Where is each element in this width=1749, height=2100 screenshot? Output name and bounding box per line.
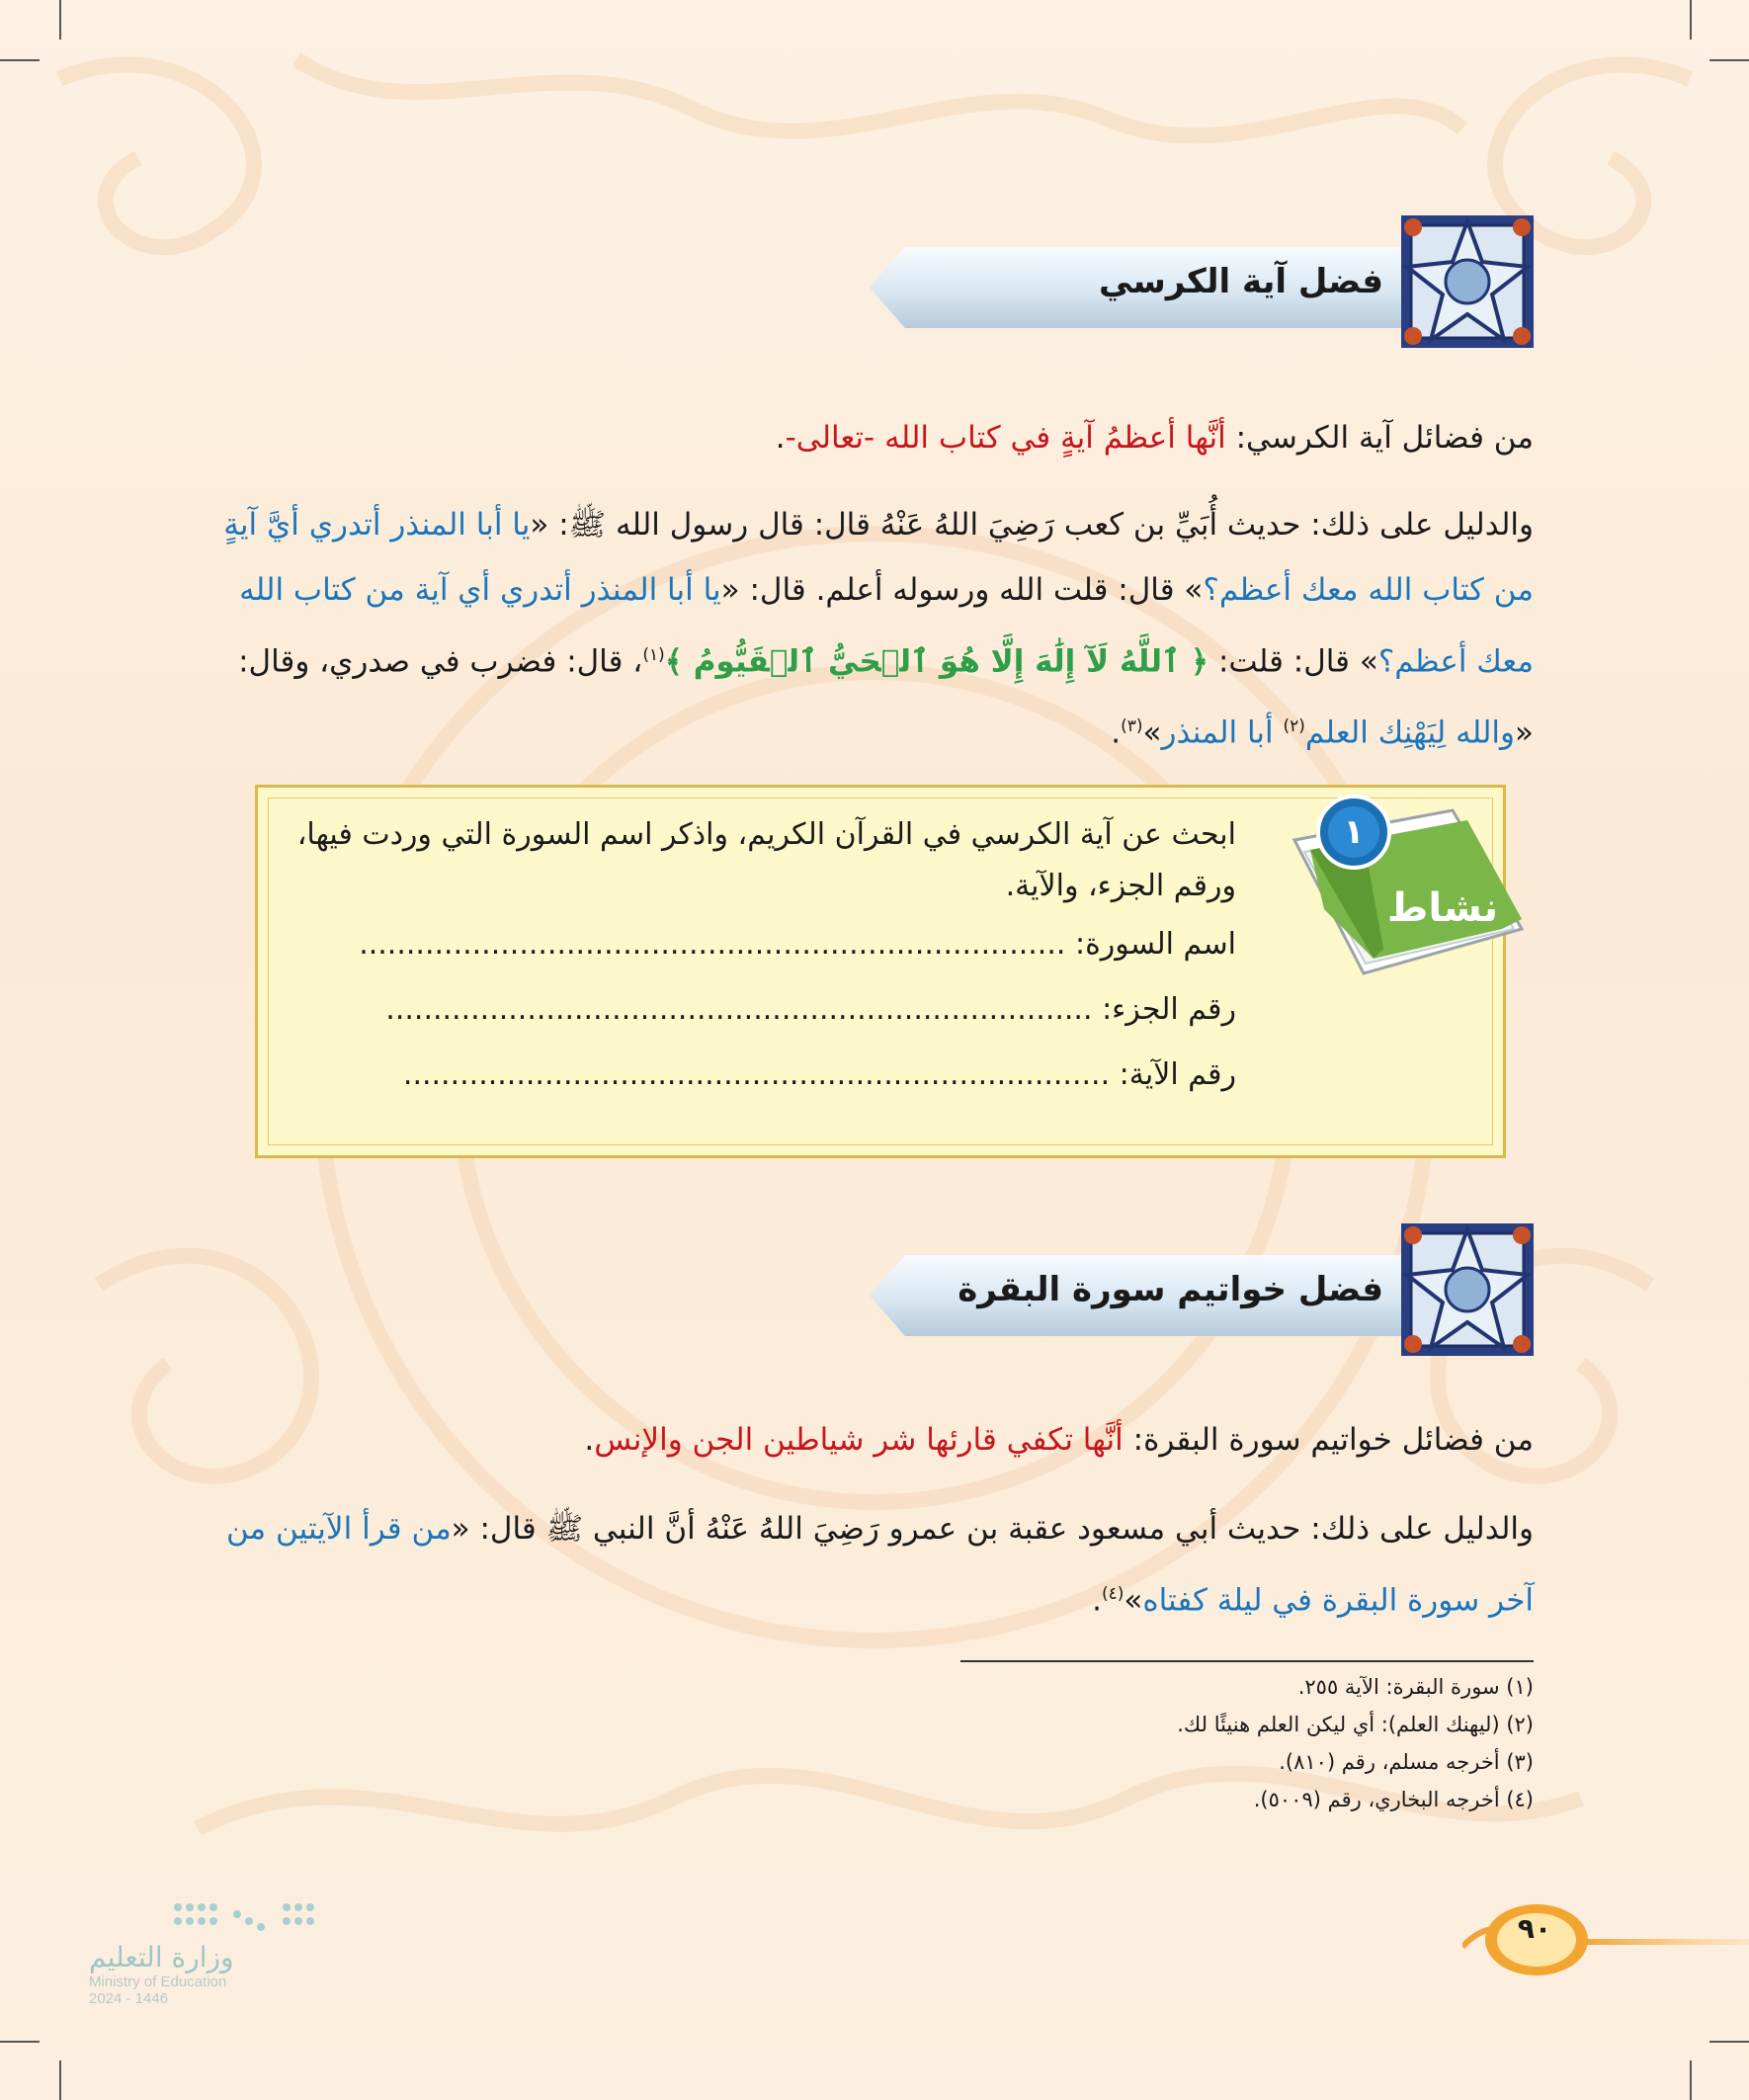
ayah-number-line — [288, 1043, 1236, 1108]
hadith-answer: والله لِيَهْنِك العلم — [1304, 714, 1516, 751]
ministry-name-arabic: وزارة التعليم — [89, 1941, 234, 1974]
evidence-close: » — [1124, 1582, 1143, 1619]
crop-mark — [1709, 2041, 1749, 2043]
activity-content — [288, 809, 1236, 1108]
juz-number-line — [288, 977, 1236, 1043]
crop-mark — [59, 0, 61, 40]
ayah-number-blank[interactable]: ........................................................................... — [402, 1057, 1111, 1092]
crop-mark — [1690, 0, 1692, 40]
activity-number: ١ — [1343, 812, 1365, 852]
footnote-1: (١) سورة البقرة: الآية ٢٥٥. — [1297, 1675, 1534, 1699]
footnote-ref-4: (٤) — [1101, 1584, 1124, 1604]
footnotes — [921, 1668, 1534, 1818]
section1-evidence-paragraph — [209, 492, 1534, 766]
footnote-divider — [960, 1660, 1534, 1662]
evidence-lead: والدليل على ذلك: حديث أبي مسعود عقبة بن عمرو رَضِيَ اللهُ عَنْهُ أنَّ النبي ﷺ قال: « — [451, 1511, 1534, 1547]
virtue-end: . — [584, 1422, 595, 1458]
footnote-ref-1: (١) — [642, 645, 665, 665]
evidence-final: . — [1092, 1582, 1102, 1619]
ministry-dots-icon — [168, 1897, 346, 1937]
crop-mark — [0, 2041, 40, 2043]
virtue-end: . — [775, 420, 786, 456]
virtue-lead: من فضائل خواتيم سورة البقرة: — [1123, 1422, 1534, 1458]
evidence-mid-3: ، قال: فضرب في صدري، وقال: « — [238, 643, 1534, 751]
activity-instruction: ابحث عن آية الكرسي في القرآن الكريم، واذكر اسم السورة التي وردت فيها، ورقم الجزء، والآية. — [296, 817, 1236, 903]
evidence-final: . — [1111, 714, 1122, 751]
hadith-text: من قرأ الآيتين من آخر سورة البقرة في ليلة كفتاه — [225, 1511, 1534, 1619]
islamic-star-tile-icon — [1393, 1216, 1541, 1364]
evidence-mid-1: » قال: قلت الله ورسوله أعلم. قال: « — [720, 572, 1204, 608]
crop-mark — [59, 2060, 61, 2100]
ayah-number-label: رقم الآية: — [1119, 1057, 1236, 1092]
hadith-question-1: يا أبا المنذر أتدري أيَّ آيةٍ من كتاب الله معك أعظم؟ — [223, 507, 1534, 608]
surah-name-line — [288, 912, 1236, 977]
surah-name-blank[interactable]: ........................................................................... — [359, 927, 1066, 962]
evidence-close: » — [1142, 714, 1162, 751]
section1-header — [870, 208, 1541, 356]
section2-evidence-paragraph — [209, 1496, 1534, 1633]
juz-number-blank[interactable]: ........................................................................... — [385, 992, 1093, 1027]
hadith-question-2: يا أبا المنذر أتدري أي آية من كتاب الله معك أعظم؟ — [239, 572, 1534, 680]
crop-mark — [1690, 2060, 1692, 2100]
section2-virtue-paragraph — [209, 1407, 1534, 1472]
hadith-answer-end: أبا المنذر — [1161, 714, 1284, 751]
page-number: ٩٠ — [1517, 1912, 1552, 1945]
section1-title: فضل آية الكرسي — [1098, 262, 1383, 301]
virtue-highlight: أنَّها تكفي قارئها شر شياطين الجن والإنس — [594, 1422, 1124, 1458]
islamic-star-tile-icon — [1393, 208, 1541, 356]
quran-ayah: ﴿ ٱللَّهُ لَآ إِلَٰهَ إِلَّا هُوَ ٱلۡحَيُّ ٱلۡقَيُّومُ ﴾ — [664, 643, 1209, 680]
footnote-2: (٢) (ليهنك العلم): أي ليكن العلم هنيئًا لك. — [1177, 1713, 1534, 1736]
virtue-highlight: أنَّها أعظمُ آيةٍ في كتاب الله -تعالى- — [785, 420, 1226, 456]
section2-header — [870, 1216, 1541, 1364]
crop-mark — [0, 59, 40, 61]
crop-mark — [1709, 59, 1749, 61]
footnote-ref-3: (٣) — [1121, 716, 1143, 737]
virtue-lead: من فضائل آية الكرسي: — [1225, 420, 1534, 456]
evidence-mid-2: » قال: قلت: — [1208, 643, 1378, 680]
juz-number-label: رقم الجزء: — [1102, 992, 1236, 1027]
footnote-3: (٣) أخرجه مسلم، رقم (٨١٠). — [1279, 1750, 1534, 1774]
surah-name-label: اسم السورة: — [1074, 927, 1236, 962]
section2-title: فضل خواتيم سورة البقرة — [958, 1270, 1383, 1309]
footnote-4: (٤) أخرجه البخاري، رقم (٥٠٠٩). — [1253, 1788, 1534, 1811]
ministry-name-english: Ministry of Education — [89, 1974, 227, 1990]
ministry-logo — [89, 1897, 346, 2007]
footnote-ref-2: (٢) — [1283, 716, 1305, 737]
ministry-year: 2024 - 1446 — [89, 1990, 169, 2007]
activity-label: نشاط — [1386, 885, 1499, 931]
section1-virtue-paragraph — [209, 405, 1534, 470]
evidence-lead: والدليل على ذلك: حديث أُبَيِّ بن كعب رَضِيَ اللهُ عَنْهُ قال: قال رسول الله ﷺ: « — [530, 507, 1534, 543]
